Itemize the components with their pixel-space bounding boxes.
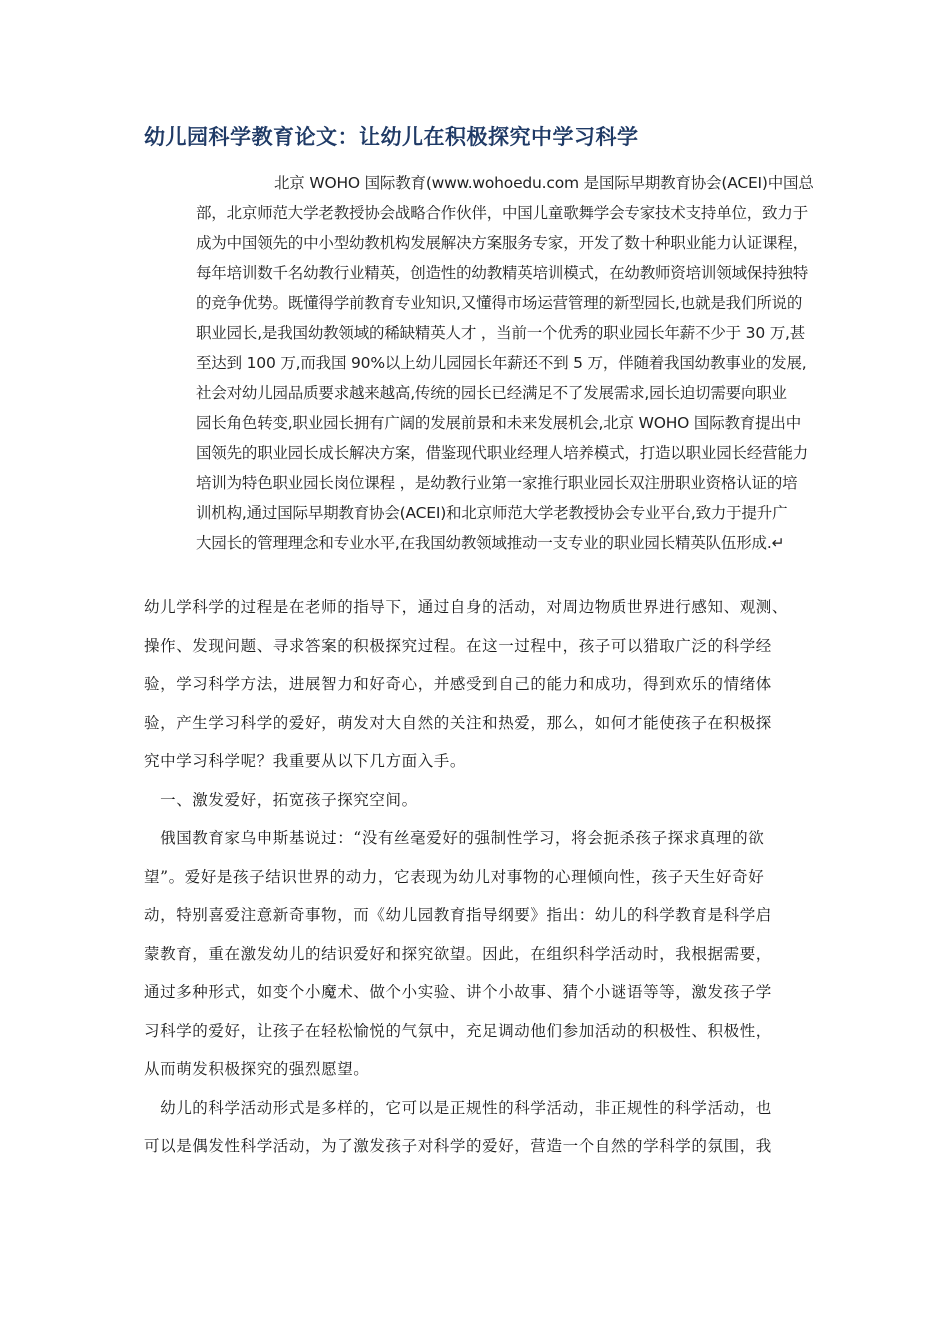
intro-line: 成为中国领先的中小型幼教机构发展解决方案服务专家，开发了数十种职业能力认证课程， xyxy=(196,234,809,252)
body-line: 通过多种形式，如变个小魔术、做个小实验、讲个小故事、猜个小谜语等等，激发孩子学 xyxy=(144,983,772,1001)
body-line: 动，特别喜爱注意新奇事物，而《幼儿园教育指导纲要》指出：幼儿的科学教育是科学启 xyxy=(144,906,772,924)
section-heading: 一、激发爱好，拓宽孩子探究空间。 xyxy=(144,790,418,809)
body-line: 可以是偶发性科学活动，为了激发孩子对科学的爱好，营造一个自然的学科学的氛围，我 xyxy=(144,1137,772,1155)
body-line: 幼儿的科学活动形式是多样的，它可以是正规性的科学活动，非正规性的科学活动，也 xyxy=(144,1098,772,1117)
intro-line: 职业园长,是我国幼教领域的稀缺精英人才 ，当前一个优秀的职业园长年薪不少于 30 万,甚 xyxy=(196,324,806,342)
body-line: 蒙教育，重在激发幼儿的结识爱好和探究欲望。因此，在组织科学活动时，我根据需要， xyxy=(144,944,772,963)
body-line: 验，学习科学方法，进展智力和好奇心，并感受到自己的能力和成功，得到欢乐的情绪体 xyxy=(144,675,772,693)
intro-line: 培训为特色职业园长岗位课程 ，是幼教行业第一家推行职业园长双注册职业资格认证的培 xyxy=(196,474,798,492)
intro-line: 国领先的职业园长成长解决方案，借鉴现代职业经理人培养模式，打造以职业园长经营能力 xyxy=(196,444,809,462)
intro-line: 的竞争优势。既懂得学前教育专业知识,又懂得市场运营管理的新型园长,也就是我们所说的 xyxy=(196,294,803,312)
body-text xyxy=(144,588,824,1166)
intro-line: 部，北京师范大学老教授协会战略合作伙伴，中国儿童歌舞学会专家技术支持单位，致力于 xyxy=(196,204,809,222)
intro-line: 北京 WOHO 国际教育(www.wohoedu.com 是国际早期教育协会(ACEI)中国总 xyxy=(274,174,814,192)
document-title: 幼儿园科学教育论文：让幼儿在积极探究中学习科学 xyxy=(144,125,639,149)
intro-line: 园长角色转变,职业园长拥有广阔的发展前景和未来发展机会,北京 WOHO 国际教育提出中 xyxy=(196,414,801,432)
body-line: 望”。爱好是孩子结识世界的动力，它表现为幼儿对事物的心理倾向性，孩子天生好奇好 xyxy=(144,867,765,886)
body-line: 究中学习科学呢？我重要从以下几方面入手。 xyxy=(144,752,467,770)
intro-line: 每年培训数千名幼教行业精英，创造性的幼教精英培训模式，在幼教师资培训领域保持独特 xyxy=(196,264,809,282)
body-line: 操作、发现问题、寻求答案的积极探究过程。在这一过程中，孩子可以猎取广泛的科学经 xyxy=(144,636,772,655)
intro-text-image xyxy=(196,163,814,555)
body-line: 验，产生学习科学的爱好，萌发对大自然的关注和热爱，那么，如何才能使孩子在积极探 xyxy=(144,713,772,732)
intro-line: 社会对幼儿园品质要求越来越高,传统的园长已经满足不了发展需求,园长迫切需要向职业 xyxy=(196,384,787,402)
body-line: 习科学的爱好，让孩子在轻松愉悦的气氛中，充足调动他们参加活动的积极性、积极性， xyxy=(144,1021,772,1040)
body-line: 幼儿学科学的过程是在老师的指导下，通过自身的活动，对周边物质世界进行感知、观测、 xyxy=(144,598,789,616)
intro-line: 大园长的管理理念和专业水平,在我国幼教领域推动一支专业的职业园长精英队伍形成.↵ xyxy=(196,534,785,552)
body-line: 从而萌发积极探究的强烈愿望。 xyxy=(144,1060,370,1078)
body-line: 俄国教育家乌申斯基说过：“没有丝毫爱好的强制性学习，将会扼杀孩子探求真理的欲 xyxy=(144,829,765,847)
intro-line: 至达到 100 万,而我国 90%以上幼儿园园长年薪还不到 5 万，伴随着我国幼教事业的发展, xyxy=(196,354,807,372)
intro-line: 训机构,通过国际早期教育协会(ACEI)和北京师范大学老教授协会专业平台,致力于提升广 xyxy=(196,504,788,522)
